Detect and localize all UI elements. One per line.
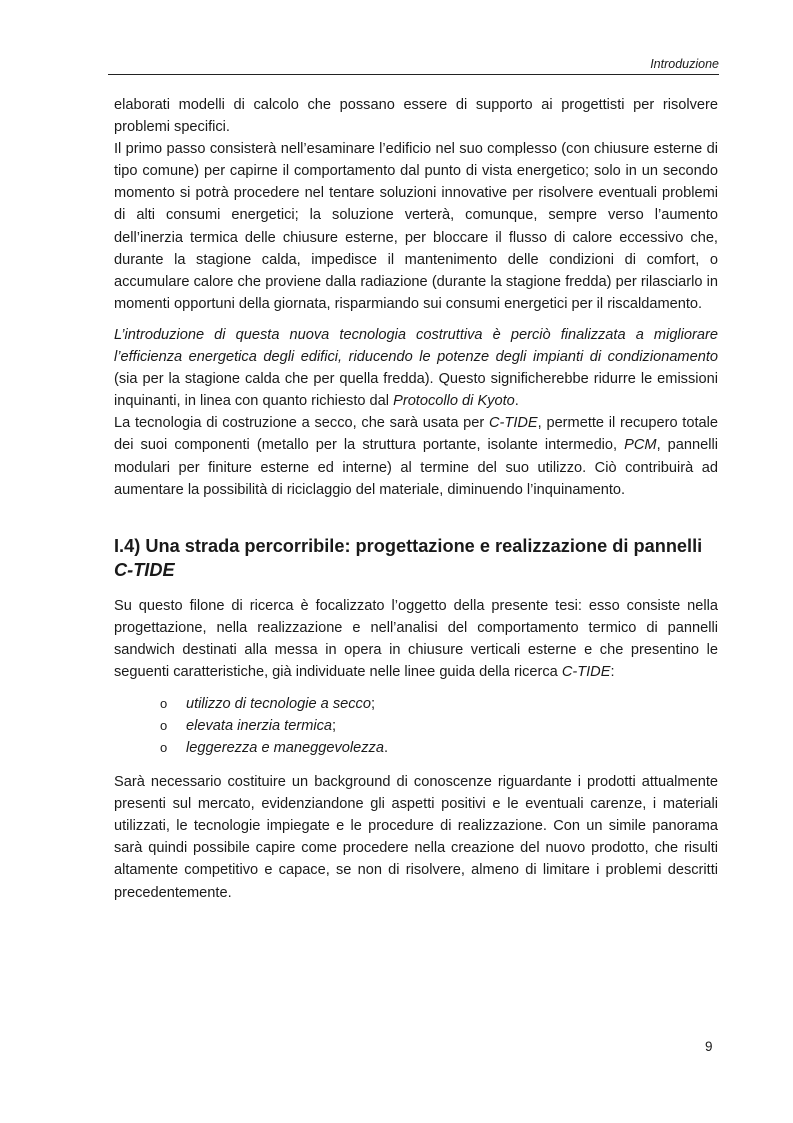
p4-italic-pcm: PCM bbox=[624, 437, 657, 454]
bullet-circle-icon: o bbox=[160, 740, 168, 756]
p5-italic-ctide: C-TIDE bbox=[561, 663, 611, 680]
bullet-circle-icon: o bbox=[160, 718, 168, 734]
section-title-main: I.4) Una strada percorribile: progettazione e realizzazione di pannelli bbox=[114, 535, 703, 556]
list-item-tail: ; bbox=[332, 718, 337, 735]
p5-text-end: : bbox=[610, 663, 615, 680]
list-item bbox=[160, 693, 718, 715]
paragraph-6: Sarà necessario costituire un background di conoscenze riguardante i prodotti attualmente presenti sul mercato, evidenziandone gli aspetti positivi e le eventuali carenze, i materiali utilizzati, le tecnologie impiegate e le procedure di realizzazione. Con un simile panorama sarà quindi possibile capire come procedere nella creazione del nuovo prodotto, che risulti altamente competitivo e capace, se non di risolvere, almeno di limitare i problemi descritti precedentemente. bbox=[114, 774, 718, 901]
paragraph-1: elaborati modelli di calcolo che possano essere di supporto ai progettisti per risolvere problemi specifici. bbox=[114, 97, 718, 136]
list-item-tail: . bbox=[383, 740, 389, 757]
p4-text-a: La tecnologia di costruzione a secco, che sarà usata per bbox=[114, 415, 490, 432]
section-heading bbox=[114, 534, 718, 583]
p3-text-mid: (sia per la stagione calda che per quella fredda). Questo significherebbe ridurre le emissioni inquinanti, in linea con quanto richiesto dal bbox=[114, 371, 718, 410]
p3-italic-intro: L’introduzione di questa nuova tecnologia costruttiva è perciò finalizzata a migliorare l’efficienza energetica degli edifici, riducendo le potenze degli impianti di condizionamento bbox=[114, 326, 718, 366]
characteristics-list bbox=[114, 693, 718, 759]
paragraph-2: Il primo passo consisterà nell’esaminare l’edificio nel suo complesso (con chiusure esterne di tipo comune) per capirne il comportamento dal punto di vista energetico; solo in un secondo momento si potrà procedere nel tentare soluzioni innovative per risolvere eventuali problemi di alti consumi energetici; la soluzione verterà, comunque, sempre verso l’aumento dell’inerzia termica delle chiusure esterne, per bloccare il flusso di calore eccessivo che, durante la stagione calda, impedisce il mantenimento delle condizioni di comfort, o accumulare calore che proviene dalla radiazione (durante la stagione fredda) per rilasciarlo in momenti opportuni della giornata, risparmiando sui consumi energetici per il riscaldamento. bbox=[114, 141, 718, 312]
paragraph-5 bbox=[114, 595, 718, 683]
paragraph-3 bbox=[114, 324, 718, 412]
p3-text-end: . bbox=[514, 393, 519, 410]
list-item-italic: leggerezza e maneggevolezza bbox=[186, 740, 384, 757]
section-title-italic: C-TIDE bbox=[114, 560, 175, 581]
running-header bbox=[108, 54, 719, 75]
bullet-circle-icon: o bbox=[160, 696, 168, 712]
paragraph-4 bbox=[114, 412, 718, 500]
list-item-tail: ; bbox=[370, 696, 376, 713]
page-number: 9 bbox=[705, 1039, 713, 1054]
p4-text-c: , pannelli modulari per finiture esterne ed interne) al termine del suo utilizzo. Ciò contribuirà ad aumentare la possibilità di riciclaggio del materiale, diminuendo l’inquinamento. bbox=[114, 437, 718, 498]
header-title: Introduzione bbox=[650, 57, 719, 71]
list-item-italic: elevata inerzia termica bbox=[186, 718, 333, 735]
list-item bbox=[160, 715, 718, 737]
p4-text-b: , permette il recupero totale dei suoi componenti (metallo per la struttura portante, isolante intermedio, bbox=[114, 415, 718, 454]
p5-text: Su questo filone di ricerca è focalizzato l’oggetto della presente tesi: esso consiste nella progettazione, nella realizzazione e nell’analisi del comportamento termico di pannelli sandwich destinati alla messa in opera in chiusure verticali esterne e che presentino le seguenti caratteristiche, già individuate nelle linee guida della ricerca bbox=[114, 597, 718, 680]
p4-italic-ctide: C-TIDE bbox=[489, 415, 538, 432]
page-body bbox=[114, 94, 718, 904]
list-item bbox=[160, 737, 718, 759]
p3-italic-protocol: Protocollo di Kyoto bbox=[393, 393, 515, 410]
list-item-italic: utilizzo di tecnologie a secco bbox=[186, 696, 371, 713]
